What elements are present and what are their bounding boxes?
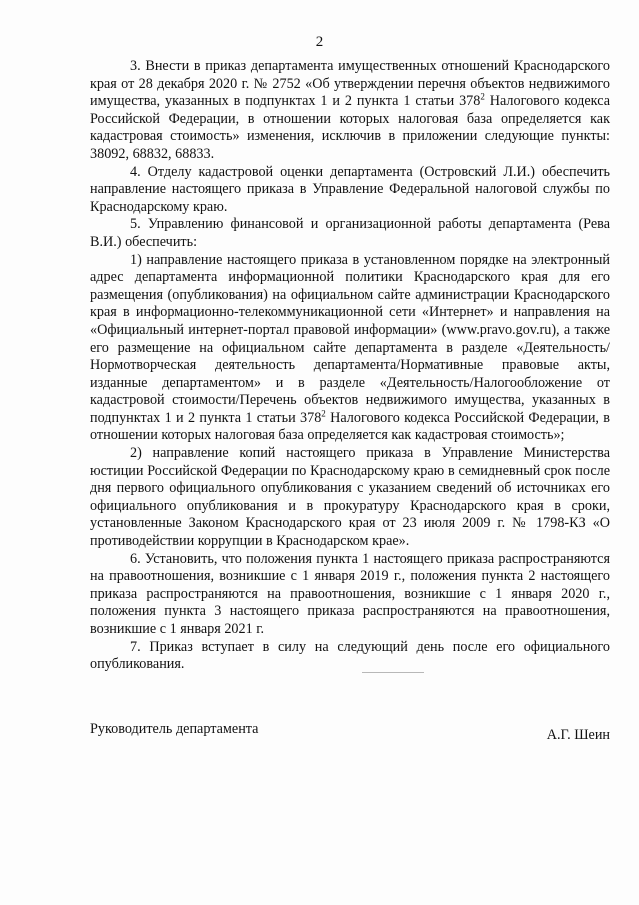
page-number: 2 bbox=[315, 34, 324, 50]
pen-stroke bbox=[362, 672, 424, 673]
paragraph-4: 4. Отделу кадастровой оценки департамента (Островский Л.И.) обеспечить направление настоящего приказа в Управление Федеральной налоговой службы по Краснодарскому краю. bbox=[90, 163, 610, 215]
signatory-position: Руководитель департамента bbox=[90, 721, 259, 737]
paragraph-3 bbox=[90, 58, 610, 164]
superscript: 2 bbox=[321, 408, 326, 419]
paragraph-5: 5. Управлению финансовой и организационной работы департамента (Рева В.И.) обеспечить: bbox=[90, 216, 610, 250]
paragraph-3-tail: Налогового кодекса Российской Федерации, в отношении которых налоговая база определяется как кадастровая стоимость» изменения, исключив в приложении следующие пункты: 38092, 68832, 68833. bbox=[90, 93, 610, 162]
paragraph-5-2: 2) направление копий настоящего приказа в Управление Министерства юстиции Российской Федерации по Краснодарскому краю в семидневный срок после дня первого официального опубликования с указанием сведений об источниках его официального опубликования и в прокуратуру Краснодарского края в сроки, установленные Законом Краснодарского края от 23 июля 2009 г. № 1798-КЗ «О противодействии коррупции в Краснодарском крае». bbox=[90, 445, 610, 550]
superscript: 2 bbox=[480, 91, 485, 102]
signatory-name: А.Г. Шеин bbox=[546, 727, 610, 743]
paragraph-5-1 bbox=[90, 252, 610, 446]
paragraph-6: 6. Установить, что положения пункта 1 настоящего приказа распространяются на правоотношения, возникшие с 1 января 2019 г., положения пункта 2 настоящего приказа распространяются на правоотношения, возникшие с 1 января 2020 г., положения пункта 3 настоящего приказа распространяются на правоотношения, возникшие с 1 января 2021 г. bbox=[90, 550, 610, 637]
paragraph-5-1-text: 1) направление настоящего приказа в установленном порядке на электронный адрес департамента информационной политики Краснодарского края для его размещения (опубликования) на официальном сайте администрации Краснодарского края в информационно-телекоммуникационной сети «Интернет» и направления на «Официальный интернет-портал правовой информации» (www.pravo.gov.ru), а также его размещение на официальном сайте департамента в разделе «Деятельность/Нормотворческая деятельность департамента/Нормативные правовые акты, изданные департаментом» и в разделе «Деятельность/Налогообложение от кадастровой стоимости/Перечень объектов недвижимого имущества, указанных в подпунктах 1 и 2 пункта 1 статьи 378 bbox=[90, 251, 610, 426]
paragraph-5-1-tail: Налогового кодекса Российской Федерации, в отношении которых налоговая база определяется как кадастровая стоимость»; bbox=[90, 409, 610, 444]
paragraph-3-text: 3. Внести в приказ департамента имущественных отношений Краснодарского края от 28 декабря 2020 г. № 2752 «Об утверждении перечня объектов недвижимого имущества, указанных в подпунктах 1 и 2 пункта 1 статьи 378 bbox=[90, 58, 610, 110]
paragraph-7: 7. Приказ вступает в силу на следующий день после его официального опубликования. bbox=[90, 638, 610, 673]
document-body bbox=[90, 58, 610, 674]
